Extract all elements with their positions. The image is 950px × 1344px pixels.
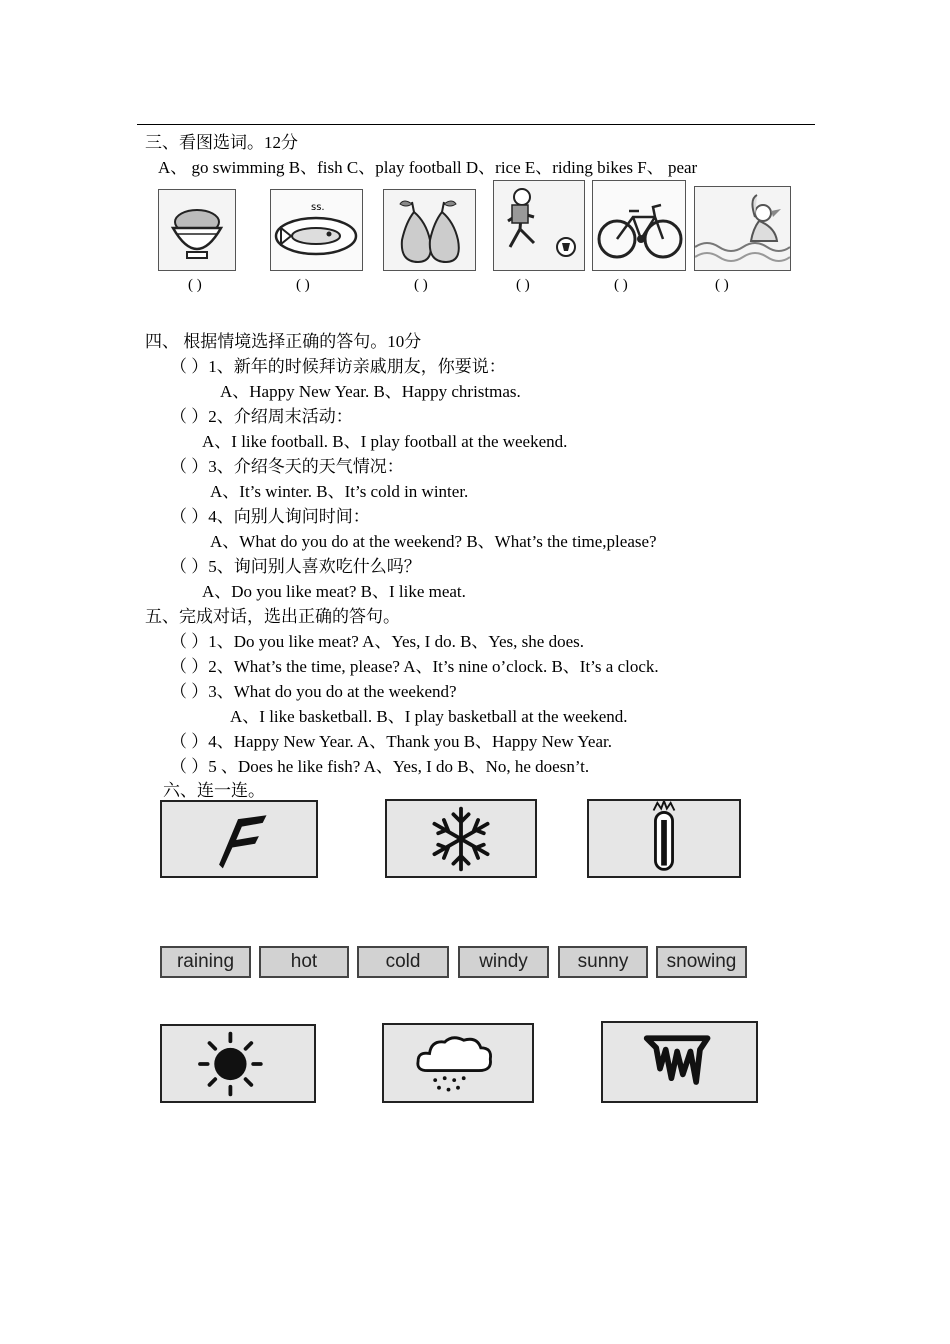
answer-paren-5: ( ) [614, 277, 628, 293]
section6-title: 六、连一连。 [163, 781, 265, 800]
section4-a3: A、It’s winter. B、It’s cold in winter. [210, 482, 469, 501]
section4-a5: A、Do you like meat? B、I like meat. [202, 582, 466, 601]
cold-icicle-icon [601, 1021, 758, 1103]
section5-line-5: （ ）5 、Does he like fish? A、Yes, I do B、No, he doesn’t. [170, 757, 590, 776]
section4-q5: （ ）5、询问别人喜欢吃什么吗？ [170, 557, 421, 576]
snowflake-icon [385, 799, 537, 878]
section5-line-3-options: A、I like basketball. B、I play basketball at the weekend. [230, 707, 628, 726]
svg-text:ss.: ss. [311, 202, 325, 213]
swimming-duck-picture [694, 186, 791, 271]
top-rule [137, 124, 815, 125]
section4-q4: （ ）4、向别人询问时间： [170, 507, 370, 526]
section4-q1: （ ）1、新年的时候拜访亲戚朋友，你要说： [170, 357, 506, 376]
section4-q2: （ ）2、介绍周末活动： [170, 407, 353, 426]
section4-a2: A、I like football. B、I play football at the weekend. [202, 432, 568, 451]
answer-paren-2: ( ) [296, 277, 310, 293]
wind-flag-icon [160, 800, 318, 878]
word-snowing[interactable]: snowing [656, 946, 747, 978]
word-cold[interactable]: cold [357, 946, 449, 978]
section4-a4: A、What do you do at the weekend? B、What’s the time,please? [210, 532, 657, 551]
section5-line-1: （ ）1、Do you like meat? A、Yes, I do. B、Yes, she does. [170, 632, 584, 651]
answer-paren-3: ( ) [414, 277, 428, 293]
rice-bowl-picture [158, 189, 236, 271]
pears-picture [383, 189, 476, 271]
section5-line-2: （ ）2、What’s the time, please? A、It’s nine o’clock. B、It’s a clock. [170, 657, 659, 676]
section5-line-4: （ ）4、Happy New Year. A、Thank you B、Happy New Year. [170, 732, 612, 751]
answer-paren-4: ( ) [516, 277, 530, 293]
fish-plate-picture [270, 189, 363, 271]
word-windy[interactable]: windy [458, 946, 549, 978]
section5-title: 五、完成对话，选出正确的答句。 [145, 607, 400, 626]
section5-line-3: （ ）3、What do you do at the weekend? [170, 682, 457, 701]
answer-paren-6: ( ) [715, 277, 729, 293]
section3-title: 三、看图选词。12分 [145, 133, 298, 152]
section4-title: 四、 根据情境选择正确的答句。10分 [145, 332, 422, 351]
section4-q3: （ ）3、介绍冬天的天气情况： [170, 457, 404, 476]
section3-options: A、 go swimming B、fish C、play football D、rice E、riding bikes F、 pear [158, 158, 698, 177]
word-raining[interactable]: raining [160, 946, 251, 978]
section4-a1: A、Happy New Year. B、Happy christmas. [220, 382, 521, 401]
boy-playing-football-picture [493, 180, 585, 271]
sun-icon [160, 1024, 316, 1103]
bicycle-picture [592, 180, 686, 271]
thermometer-hot-icon [587, 799, 741, 878]
rain-cloud-icon [382, 1023, 534, 1103]
word-sunny[interactable]: sunny [558, 946, 648, 978]
word-hot[interactable]: hot [259, 946, 349, 978]
answer-paren-1: ( ) [188, 277, 202, 293]
